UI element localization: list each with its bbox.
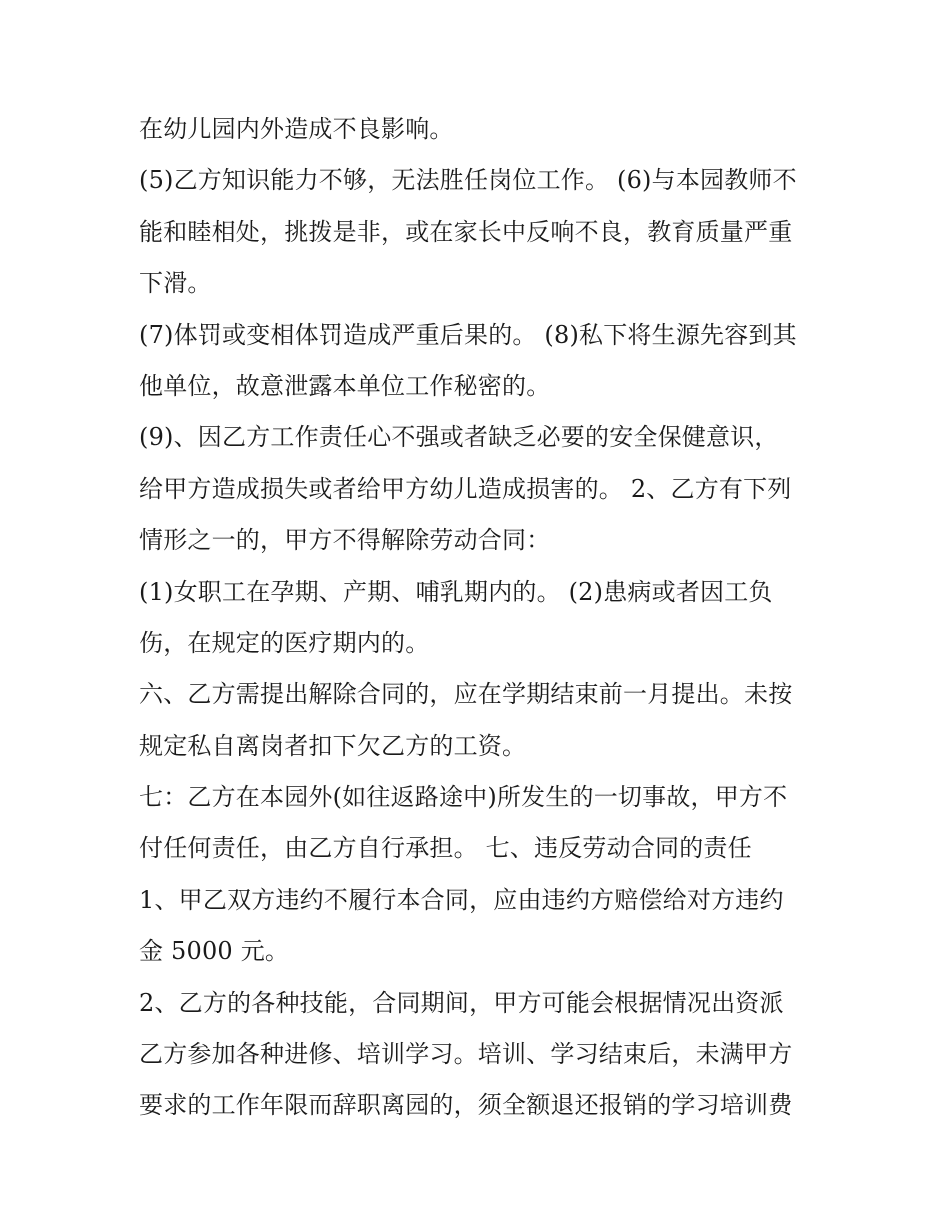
text-line: 2、乙方的各种技能，合同期间，甲方可能会根据情况出资派 xyxy=(139,988,784,1017)
text-line: 要求的工作年限而辞职离园的，须全额退还报销的学习培训费 xyxy=(139,1091,793,1120)
text-line: 付任何责任，由乙方自行承担。 七、违反劳动合同的责任 xyxy=(139,834,752,863)
text-line: (7)体罚或变相体罚造成严重后果的。 (8)私下将生源先容到其 xyxy=(139,320,797,349)
text-line: 下滑。 xyxy=(139,269,212,298)
text-line: 能和睦相处，挑拨是非，或在家长中反响不良，教育质量严重 xyxy=(139,217,793,246)
text-line: 他单位，故意泄露本单位工作秘密的。 xyxy=(139,371,551,400)
text-line: 规定私自离岗者扣下欠乙方的工资。 xyxy=(139,731,527,760)
text-line: 六、乙方需提出解除合同的，应在学期结束前一月提出。未按 xyxy=(139,680,793,709)
text-line: 在幼儿园内外造成不良影响。 xyxy=(139,115,454,143)
text-line: (9)、因乙方工作责任心不强或者缺乏必要的安全保健意识， xyxy=(139,423,779,452)
text-line: 乙方参加各种进修、培训学习。培训、学习结束后，未满甲方 xyxy=(139,1040,793,1069)
text-line: 伤，在规定的医疗期内的。 xyxy=(139,628,430,657)
text-line: 1、甲乙双方违约不履行本合同，应由违约方赔偿给对方违约 xyxy=(139,885,784,914)
text-line: 情形之一的，甲方不得解除劳动合同： xyxy=(139,526,551,555)
text-line: 给甲方造成损失或者给甲方幼儿造成损害的。 2、乙方有下列 xyxy=(139,474,792,503)
text-line: 金 5000 元。 xyxy=(139,937,290,966)
text-line: (1)女职工在孕期、产期、哺乳期内的。 (2)患病或者因工负 xyxy=(139,577,773,606)
contract-text-body xyxy=(139,104,819,1132)
text-line: 七：乙方在本园外(如往返路途中)所发生的一切事故，甲方不 xyxy=(139,783,788,812)
text-line: (5)乙方知识能力不够，无法胜任岗位工作。 (6)与本园教师不 xyxy=(139,166,797,195)
